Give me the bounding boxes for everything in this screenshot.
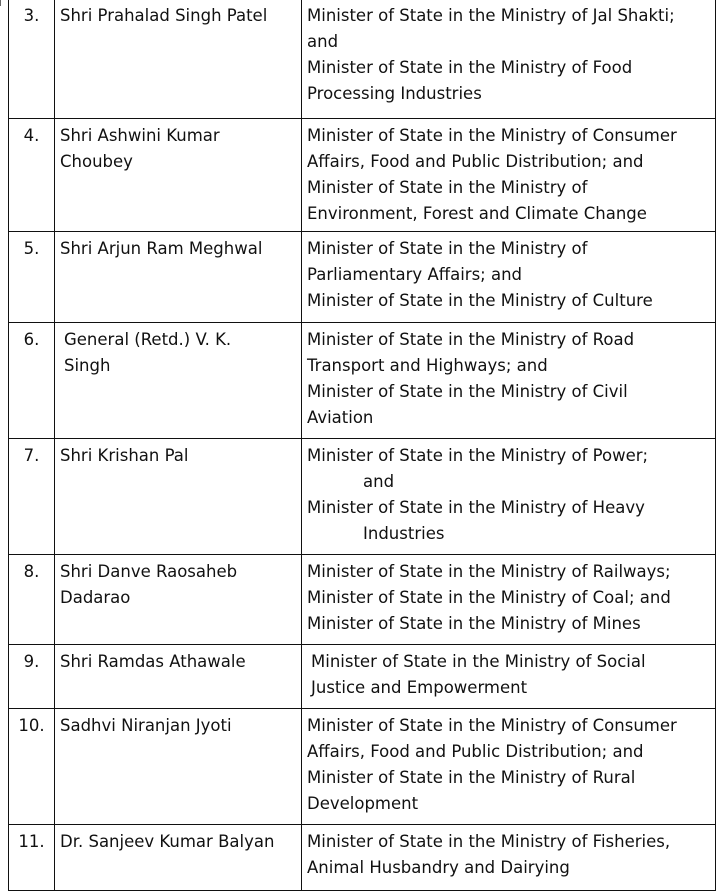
serial-number: 7.	[9, 439, 55, 555]
portfolio-line: Affairs, Food and Public Distribution; and	[307, 152, 644, 171]
table-row	[9, 119, 716, 232]
serial-number: 5.	[9, 232, 55, 323]
minister-name	[55, 825, 302, 891]
portfolio-line: Minister of State in the Ministry of Power;	[307, 446, 649, 465]
portfolio	[302, 439, 716, 555]
minister-name	[55, 709, 302, 825]
name-line: Singh	[64, 356, 111, 375]
portfolio-line: Processing Industries	[307, 84, 482, 103]
minister-name	[55, 0, 302, 119]
portfolio-line: Minister of State in the Ministry of	[307, 239, 588, 258]
portfolio	[302, 709, 716, 825]
table-row	[9, 232, 716, 323]
minister-name	[55, 645, 302, 709]
page-edge-mark	[0, 0, 3, 6]
name-line: Shri Prahalad Singh Patel	[60, 6, 268, 25]
table-row	[9, 555, 716, 645]
portfolio-line: Minister of State in the Ministry of Food	[307, 58, 633, 77]
portfolio-line: Minister of State in the Ministry of Civil	[307, 382, 628, 401]
portfolio-line: Minister of State in the Ministry of Culture	[307, 291, 653, 310]
portfolio-line: and	[307, 32, 339, 51]
portfolio-line: Minister of State in the Ministry of Social	[311, 652, 646, 671]
name-line: Dadarao	[60, 588, 131, 607]
serial-number: 4.	[9, 119, 55, 232]
ministers-table	[8, 0, 716, 891]
table-row	[9, 323, 716, 439]
name-line: Shri Danve Raosaheb	[60, 562, 238, 581]
portfolio-line: Industries	[363, 524, 445, 543]
serial-number: 10.	[9, 709, 55, 825]
table-row	[9, 0, 716, 119]
portfolio-line: and	[363, 472, 395, 491]
name-line: Choubey	[60, 152, 133, 171]
portfolio-line: Minister of State in the Ministry of Consumer	[307, 126, 677, 145]
minister-name	[55, 232, 302, 323]
serial-number: 3.	[9, 0, 55, 119]
portfolio-line: Parliamentary Affairs; and	[307, 265, 523, 284]
name-line: Shri Arjun Ram Meghwal	[60, 239, 263, 258]
portfolio	[302, 645, 716, 709]
portfolio-line: Development	[307, 794, 419, 813]
minister-name	[55, 119, 302, 232]
portfolio-line: Minister of State in the Ministry of Coal; and	[307, 588, 671, 607]
portfolio-line: Environment, Forest and Climate Change	[307, 204, 647, 223]
portfolio-line: Minister of State in the Ministry of Consumer	[307, 716, 677, 735]
name-line: Sadhvi Niranjan Jyoti	[60, 716, 232, 735]
table-row	[9, 825, 716, 891]
portfolio-line: Minister of State in the Ministry of Rural	[307, 768, 636, 787]
portfolio-line: Minister of State in the Ministry of Railways;	[307, 562, 671, 581]
portfolio-line: Minister of State in the Ministry of Fisheries,	[307, 832, 671, 851]
portfolio-line: Affairs, Food and Public Distribution; and	[307, 742, 644, 761]
portfolio	[302, 119, 716, 232]
minister-name	[55, 555, 302, 645]
minister-name	[55, 323, 302, 439]
portfolio	[302, 232, 716, 323]
portfolio	[302, 0, 716, 119]
portfolio-line: Minister of State in the Ministry of	[307, 178, 588, 197]
name-line: Shri Ashwini Kumar	[60, 126, 220, 145]
serial-number: 9.	[9, 645, 55, 709]
portfolio	[302, 555, 716, 645]
minister-name	[55, 439, 302, 555]
table-row	[9, 645, 716, 709]
portfolio	[302, 825, 716, 891]
name-line: General (Retd.) V. K.	[64, 330, 232, 349]
portfolio-line: Minister of State in the Ministry of Road	[307, 330, 635, 349]
serial-number: 11.	[9, 825, 55, 891]
serial-number: 6.	[9, 323, 55, 439]
portfolio-line: Transport and Highways; and	[307, 356, 548, 375]
name-line: Shri Ramdas Athawale	[60, 652, 246, 671]
portfolio-line: Justice and Empowerment	[311, 678, 528, 697]
serial-number: 8.	[9, 555, 55, 645]
name-line: Dr. Sanjeev Kumar Balyan	[60, 832, 275, 851]
portfolio-line: Minister of State in the Ministry of Mines	[307, 614, 641, 633]
portfolio-line: Animal Husbandry and Dairying	[307, 858, 570, 877]
portfolio-line: Minister of State in the Ministry of Heavy	[307, 498, 645, 517]
portfolio-line: Minister of State in the Ministry of Jal Shakti;	[307, 6, 675, 25]
table-row	[9, 439, 716, 555]
portfolio-line: Aviation	[307, 408, 374, 427]
portfolio	[302, 323, 716, 439]
table-row	[9, 709, 716, 825]
name-line: Shri Krishan Pal	[60, 446, 189, 465]
